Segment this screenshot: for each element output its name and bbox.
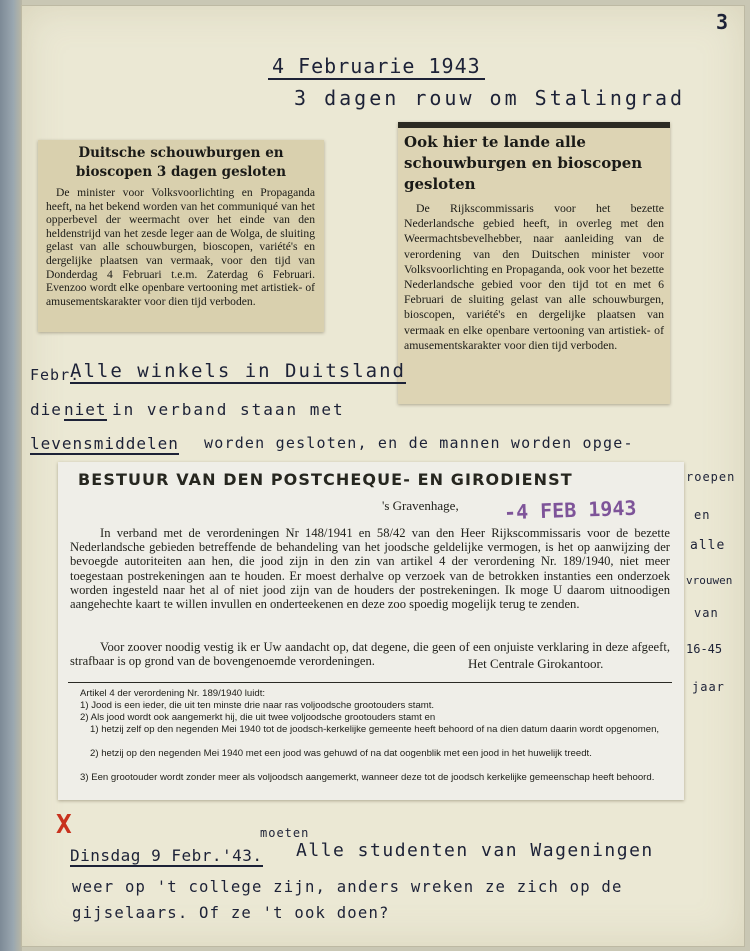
note-winkels-niet: niet (64, 400, 107, 419)
clipping-left (38, 140, 324, 332)
note-winkels-prefix: Febr. (30, 366, 81, 384)
postcheque-place: 's Gravenhage, (382, 498, 459, 513)
postcheque-article-2: 2) Als jood wordt ook aangemerkt hij, die uit twee voljoodsche grootouders stamt en (80, 712, 436, 723)
note-winkels-line3: worden gesloten, en de mannen worden opge- (204, 434, 634, 452)
postcheque-title: BESTUUR VAN DEN POSTCHEQUE- EN GIRODIENST (78, 470, 573, 489)
margin-word-2: en (694, 508, 711, 522)
note-students-line3: gijselaars. Of ze 't ook doen? (72, 904, 390, 922)
note-winkels-line1: Alle winkels in Duitsland (70, 360, 406, 382)
note-winkels-die: die (30, 400, 62, 419)
heading-subtitle: 3 dagen rouw om Stalingrad (294, 86, 686, 110)
note-students-line1: Alle studenten van Wageningen (296, 840, 654, 861)
note-students-line2: weer op 't college zijn, anders wreken ze zich op de (72, 878, 623, 896)
clipping-left-title: Duitsche schouwburgen en bioscopen 3 dagen gesloten (75, 145, 287, 180)
postcheque-letter (58, 462, 684, 800)
postcheque-paragraph-2: Voor zoover noodig vestig ik er Uw aandacht op, dat degene, die geen of een onjuiste verklaring in deze afgeeft, strafbaar is op grond van de bovengenoemde verordeningen. (70, 640, 670, 669)
margin-word-1: roepen (686, 470, 736, 484)
red-x-mark: X (56, 810, 73, 840)
postcheque-article-2a: 1) hetzij zelf op den negenden Mei 1940 tot de joodsch-kerkelijke gemeente heeft behoord of na dien datum daarin wordt opgenomen, (90, 724, 660, 735)
clipping-right (398, 122, 670, 404)
postcheque-signature: Het Centrale Girokantoor. (464, 656, 603, 672)
clipping-right-title: Ook hier te lande alle schouwburgen en bioscopen gesloten (404, 133, 643, 193)
postcheque-article-heading: Artikel 4 der verordening Nr. 189/1940 luidt: (80, 688, 266, 699)
margin-word-5: van (694, 606, 719, 620)
heading-date: 4 Februarie 1943 (268, 54, 485, 80)
postcheque-article-3: 3) Een grootouder wordt zonder meer als voljoodsch aangemerkt, wanneer deze tot de joodsch kerkelijke gemeenschap heeft behoord. (80, 772, 655, 783)
postcheque-paragraph-1: In verband met de verordeningen Nr 148/1941 en 58/42 van den Heer Rijkscommissaris voor de bezette Nederlandsche gebieden betreffende de behandeling van het joodsche geldelijke vermogen, is het op aanwijzing der bevoegde autoriteiten aan hen, die jood zijn in den zin van artikel 4 der verordening Nr. 189/1940, niet meer toegestaan postrekeningen aan te houden. Er moest derhalve op verzoek van de betrokken instanties een onderzoek worden ingesteld naar het al of niet jood zijn van de houders der postrekeningen. Ik moge U daarom uitnoodigen aangehechte kaart te willen invullen en onderteekenen en deze zoo spoedig mogelijk terug te zenden. (70, 526, 670, 612)
album-spine (0, 0, 22, 951)
page-number: 3 (716, 10, 730, 34)
postcheque-article-1: 1) Jood is een ieder, die uit ten minste drie naar ras voljoodsche grootouders stamt. (80, 700, 435, 711)
postcheque-date-stamp: -4 FEB 1943 (503, 495, 637, 525)
note-students-insert: moeten (260, 826, 310, 840)
margin-word-4: vrouwen (686, 574, 733, 587)
note-winkels-levensmiddelen: levensmiddelen (30, 434, 179, 453)
margin-word-7: jaar (692, 680, 725, 694)
postcheque-article-2b: 2) hetzij op den negenden Mei 1940 met een jood was gehuwd of na dat oogenblik met een jood in het huwelijk treedt. (90, 748, 592, 759)
postcheque-divider (68, 682, 672, 683)
clipping-right-body: De Rijkscommissaris voor het bezette Nederlandsche gebied heeft, in overleg met den Weermachtsbevelhebber, naar aanleiding van de verordening van den Duitschen minister voor Volksvoorlichting en Propaganda, ook voor het bezette Nederlandsche gebied voor den tijd tot en met 6 Februari de sluiting gelast van alle schouwburgen, bioscopen, variété's en dergelijke plaatsen van vermaak en elke openbare vertooning van artistiek- of amusementskarakter voor dien tijd verboden. (404, 201, 664, 352)
margin-word-6: 16-45 (686, 642, 723, 656)
clipping-left-body: De minister voor Volksvoorlichting en Propaganda heeft, na het bekend worden van het communiqué van het opperbevel der weermacht over het einde van den heldenstrijd van het zesde leger aan de Wolga, de sluiting gelast van alle schouwburgen, bioscopen, variété's en dergelijke plaatsen van vermaak, voor den tijd van Donderdag 4 Februari t.e.m. Zaterdag 6 Februari. Evenzoo wordt elke openbare vertooning met artistiek- of amusementskarakter voor dien tijd verboden. (46, 186, 315, 308)
note-students-date: Dinsdag 9 Febr.'43. (70, 846, 263, 865)
margin-word-3: alle (690, 538, 726, 553)
note-winkels-line2: in verband staan met (112, 400, 345, 419)
